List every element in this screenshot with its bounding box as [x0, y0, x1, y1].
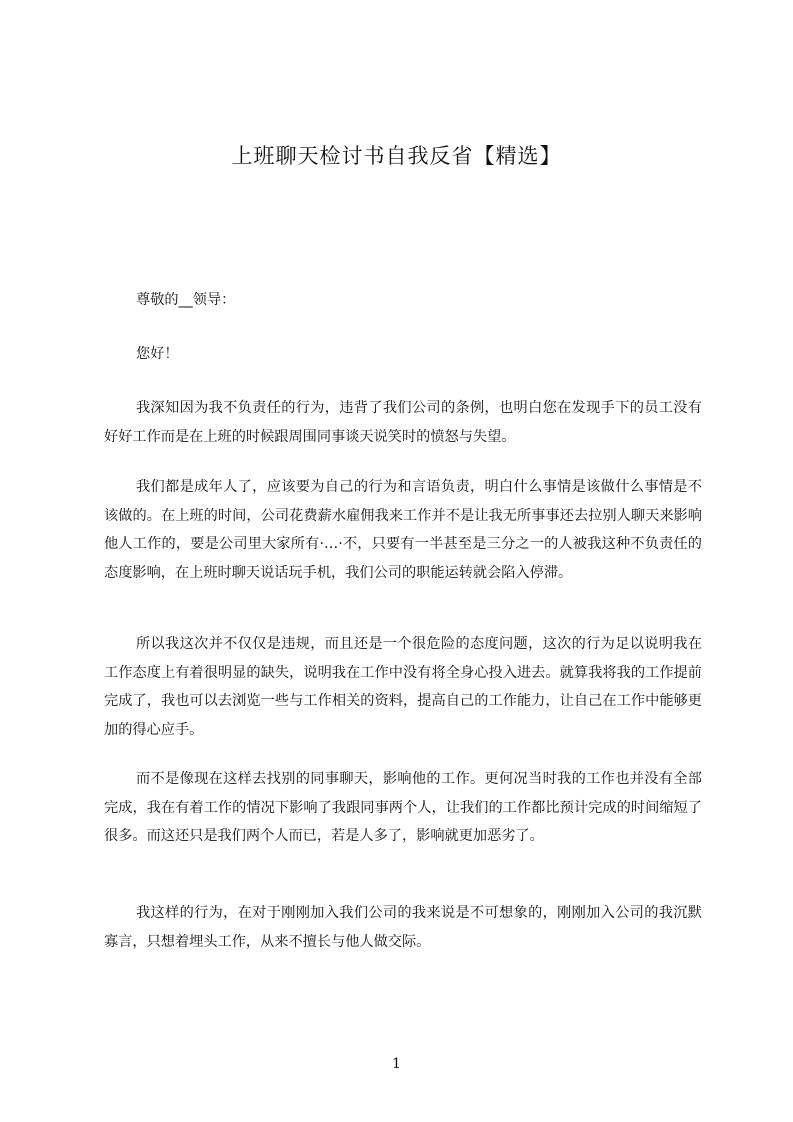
salutation: 尊敬的__领导：: [136, 292, 236, 308]
greeting: 您好！: [136, 346, 179, 362]
body-paragraph: 我们都是成年人了，应该要为自己的行为和言语负责，明白什么事情是该做什么事情是不该做的。在上班的时间，公司花费薪水雇佣我来工作并不是让我无所事事还去拉别人聊天来影响他人工作的，要是公司里大家所有·…·不，只要有一半甚至是三分之一的人被我这种不负责任的态度影响，在上班时聊天说话玩手机，我们公司的职能运转就会陷入停滞。: [104, 479, 702, 581]
page-number: 1: [392, 1056, 401, 1072]
body-paragraph: 我这样的行为，在对于刚刚加入我们公司的我来说是不可想象的，刚刚加入公司的我沉默寡言，只想着埋头工作，从来不擅长与他人做交际。: [104, 905, 702, 950]
body-paragraph: 我深知因为我不负责任的行为，违背了我们公司的条例，也明白您在发现手下的员工没有好好工作而是在上班的时候跟周围同事谈天说笑时的愤怒与失望。: [104, 400, 702, 445]
body-paragraph: 而不是像现在这样去找别的同事聊天，影响他的工作。更何况当时我的工作也并没有全部完成，我在有着工作的情况下影响了我跟同事两个人，让我们的工作都比预计完成的时间缩短了很多。而这还只是我们两个人而已，若是人多了，影响就更加恶劣了。: [104, 771, 702, 844]
document-title: 上班聊天检讨书自我反省【精选】: [231, 144, 562, 168]
body-paragraph: 所以我这次并不仅仅是违规，而且还是一个很危险的态度问题，这次的行为足以说明我在工作态度上有着很明显的缺失，说明我在工作中没有将全身心投入进去。就算我将我的工作提前完成了，我也可以去浏览一些与工作相关的资料，提高自己的工作能力，让自己在工作中能够更加的得心应手。: [104, 636, 702, 738]
